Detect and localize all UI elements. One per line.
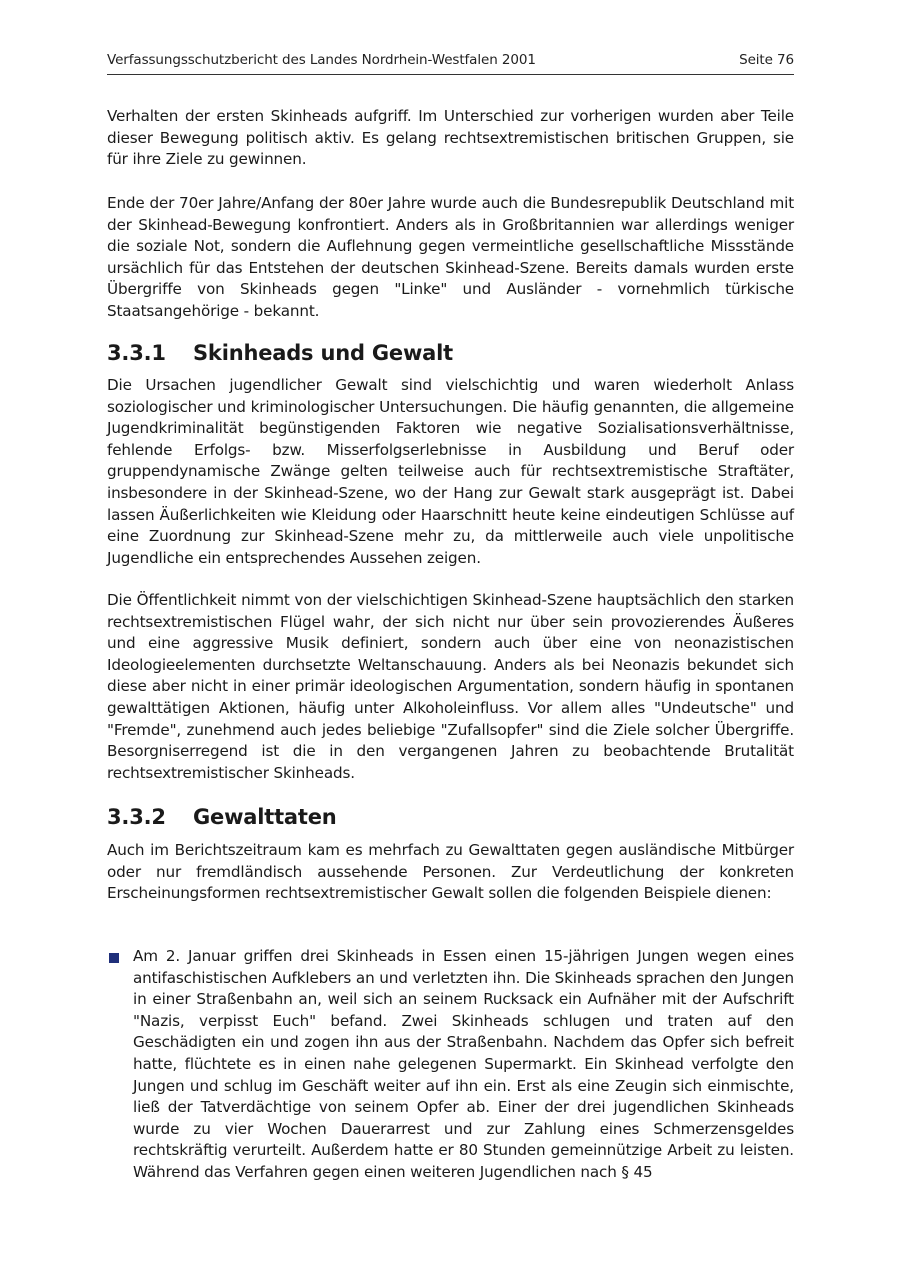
page-header (107, 50, 794, 75)
document-page (107, 50, 794, 1181)
paragraph-violence-intro: Auch im Berichtszeitraum kam es mehrfach zu Gewalttaten gegen ausländische Mitbürger oder nur fremdländisch aussehende Personen. Zur Verdeutlichung der konkreten Erscheinungsformen rechtsextremistischer Gewalt sollen die folgenden Beispiele dienen: (107, 841, 794, 903)
section-number: 3.3.2 (107, 805, 166, 829)
section-title: Skinheads und Gewalt (193, 341, 453, 365)
section-heading-gewalttaten (107, 805, 337, 829)
paragraph-intro: Verhalten der ersten Skinheads aufgriff. Im Unterschied zur vorherigen wurden aber Teile dieser Bewegung politisch aktiv. Es gelang rechtsextremistischen britischen Gruppen, sie für ihre Ziele zu gewinnen. (107, 107, 794, 169)
page-number: Seite 76 (739, 52, 794, 68)
section-heading-skinheads-gewalt (107, 341, 453, 365)
section-title: Gewalttaten (193, 805, 337, 829)
paragraph-causes: Die Ursachen jugendlicher Gewalt sind vielschichtig und waren wiederholt Anlass soziologischer und kriminologischer Untersuchungen. Die häufig genannten, die allgemeine Jugendkriminalität begünstigenden Faktoren wie negative Sozialisationsverhältnisse, fehlende Erfolgs- bzw. Misserfolgserlebnisse in Ausbildung und Beruf oder gruppendynamische Zwänge gelten teilweise auch für rechtsextremistische Straftäter, insbesondere in der Skinhead-Szene, wo der Hang zur Gewalt stark ausgeprägt ist. Dabei lassen Äußerlichkeiten wie Kleidung oder Haarschnitt heute keine eindeutigen Schlüsse auf eine Zuordnung zur Skinhead-Szene mehr zu, da mittlerweile auch viele unpolitische Jugendliche ein entsprechendes Aussehen zeigen. (107, 376, 794, 567)
square-bullet-icon (109, 953, 119, 963)
section-number: 3.3.1 (107, 341, 166, 365)
header-title: Verfassungsschutzbericht des Landes Nordrhein-Westfalen 2001 (107, 52, 536, 68)
paragraph-germany: Ende der 70er Jahre/Anfang der 80er Jahre wurde auch die Bundesrepublik Deutschland mit der Skinhead-Bewegung konfrontiert. Anders als in Großbritannien war allerdings weniger die soziale Not, sondern die Auflehnung gegen vermeintliche gesellschaftliche Missstände ursächlich für das Entstehen der deutschen Skinhead-Szene. Bereits damals wurden erste Übergriffe von Skinheads gegen "Linke" und Ausländer - vornehmlich türkische Staatsangehörige - bekannt. (107, 194, 794, 320)
list-item-text: Am 2. Januar griffen drei Skinheads in Essen einen 15-jährigen Jungen wegen eines antifaschistischen Aufklebers an und verletzten ihn. Die Skinheads sprachen den Jungen in einer Straßenbahn an, weil sich an seinem Rucksack ein Aufnäher mit der Aufschrift "Nazis, verpisst Euch" befand. Zwei Skinheads schlugen und traten auf den Geschädigten ein und zogen ihn aus der Straßenbahn. Nachdem das Opfer sich befreit hatte, flüchtete es in einen nahe gelegenen Supermarkt. Ein Skinhead verfolgte den Jungen und schlug im Geschäft weiter auf ihn ein. Erst als eine Zeugin sich einmischte, ließ der Tatverdächtige von seinem Opfer ab. Einer der drei jugendlichen Skinheads wurde zu vier Wochen Dauerarrest und zur Zahlung eines Schmerzensgeldes rechtskräftig verurteilt. Außerdem hatte er 80 Stunden gemeinnützige Arbeit zu leisten. Während das Verfahren gegen einen weiteren Jugendlichen nach § 45 (133, 947, 794, 1181)
paragraph-public-perception: Die Öffentlichkeit nimmt von der vielschichtigen Skinhead-Szene hauptsächlich den starken rechtsextremistischen Flügel wahr, der sich nicht nur über sein provozierendes Äußeres und eine aggressive Musik definiert, sondern auch über eine von neonazistischen Ideologieelementen durchsetzte Weltanschauung. Anders als bei Neonazis bekundet sich diese aber nicht in einer primär ideologischen Argumentation, sondern häufig in spontanen gewalttätigen Aktionen, häufig unter Alkoholeinfluss. Vor allem alles "Undeutsche" und "Fremde", zunehmend auch jedes beliebige "Zufallsopfer" sind die Ziele solcher Übergriffe. Besorgniserregend ist die in den vergangenen Jahren zu beobachtende Brutalität rechtsextremistischer Skinheads. (107, 591, 794, 782)
